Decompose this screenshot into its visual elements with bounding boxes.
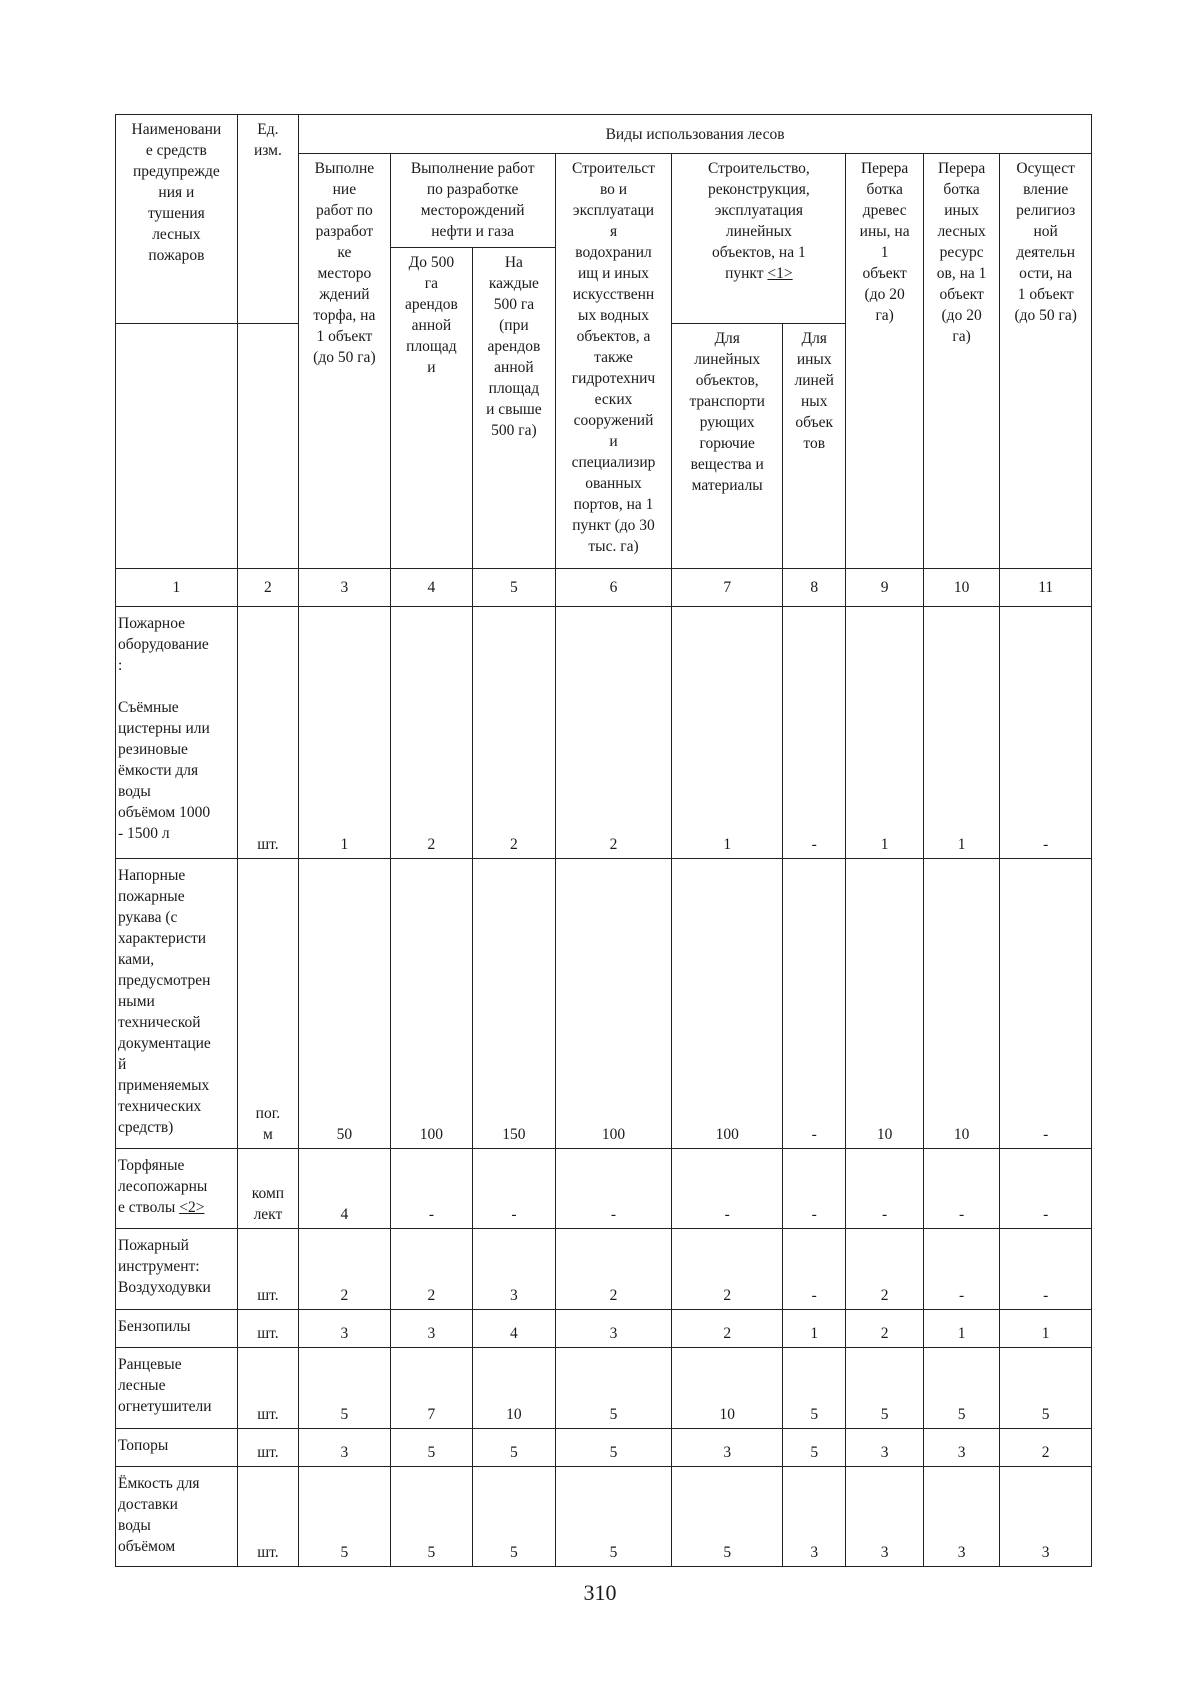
header-name-column: Наименовани е средств предупрежде ния и тушения лесных пожаров (116, 115, 238, 324)
header-linear-objects (672, 154, 846, 324)
row-value: 2 (390, 607, 473, 859)
header-unit-column: Ед. изм. (237, 115, 298, 324)
row-value: 100 (390, 859, 473, 1149)
table-row (116, 1429, 1092, 1467)
row-value: 3 (555, 1310, 672, 1348)
row-value: 5 (672, 1467, 783, 1567)
row-value: 1 (923, 1310, 999, 1348)
row-name-text: Ранцевые лесные огнетушители (118, 1356, 212, 1415)
header-linear-objects-text: Строительство, реконструкция, эксплуатация линейных объектов, на 1 пункт (707, 160, 810, 282)
row-value: 5 (390, 1467, 473, 1567)
header-oil-gas-extraction: Выполнение работ по разработке месторождений нефти и газа (390, 154, 555, 248)
row-name (116, 1467, 238, 1567)
row-value: 150 (473, 859, 556, 1149)
table-row (116, 1229, 1092, 1310)
row-value: - (783, 1149, 846, 1229)
row-value: - (846, 1149, 923, 1229)
row-value: - (783, 1229, 846, 1310)
row-unit: шт. (237, 1429, 298, 1467)
header-other-resources-processing: Перера ботка иных лесных ресурс ов, на 1 объект (до 20 га) (923, 154, 999, 569)
row-value: - (555, 1149, 672, 1229)
row-value: - (783, 859, 846, 1149)
column-number: 6 (555, 569, 672, 607)
row-value: 1 (846, 607, 923, 859)
row-value: - (1000, 1229, 1092, 1310)
row-value: 5 (299, 1348, 391, 1429)
row-value: 3 (672, 1429, 783, 1467)
equipment-norms-table (115, 114, 1092, 1567)
row-value: 3 (473, 1229, 556, 1310)
table-row (116, 607, 1092, 859)
header-wood-processing: Перера ботка древес ины, на 1 объект (до 20 га) (846, 154, 923, 569)
row-value: 1 (923, 607, 999, 859)
row-value: 3 (299, 1310, 391, 1348)
row-value: 4 (299, 1149, 391, 1229)
row-value: 1 (672, 607, 783, 859)
row-value: 2 (555, 1229, 672, 1310)
header-linear-other: Для иных линей ных объек тов (783, 324, 846, 569)
row-name (116, 1310, 238, 1348)
row-name (116, 859, 238, 1149)
table-row (116, 1149, 1092, 1229)
row-value: 5 (783, 1429, 846, 1467)
column-number: 7 (672, 569, 783, 607)
row-unit: комп лект (237, 1149, 298, 1229)
row-value: 10 (473, 1348, 556, 1429)
page-number: 310 (583, 1580, 617, 1605)
row-unit: шт. (237, 1229, 298, 1310)
column-number: 4 (390, 569, 473, 607)
header-forest-use-types: Виды использования лесов (299, 115, 1092, 154)
row-value: 3 (923, 1429, 999, 1467)
table-row (116, 859, 1092, 1149)
row-value: - (672, 1149, 783, 1229)
row-value: - (473, 1149, 556, 1229)
column-number: 11 (1000, 569, 1092, 607)
header-religious-activity: Осущест вление религиоз ной деятельн ости, на 1 объект (до 50 га) (1000, 154, 1092, 569)
row-value: 5 (555, 1467, 672, 1567)
row-value: 1 (1000, 1310, 1092, 1348)
table-body (116, 607, 1092, 1567)
row-value: 10 (923, 859, 999, 1149)
row-value: 5 (555, 1429, 672, 1467)
row-value: 2 (555, 607, 672, 859)
row-name-text: Пожарное оборудование : Съёмные цистерны или резиновые ёмкости для воды объёмом 1000 - 1500 л (118, 615, 211, 842)
row-unit: шт. (237, 1467, 298, 1567)
column-number: 5 (473, 569, 556, 607)
row-value: 100 (672, 859, 783, 1149)
row-value: 5 (299, 1467, 391, 1567)
row-value: 1 (299, 607, 391, 859)
row-value: - (1000, 1149, 1092, 1229)
row-name-text: Бензопилы (118, 1318, 191, 1335)
row-unit: шт. (237, 607, 298, 859)
row-name (116, 607, 238, 859)
row-value: 3 (299, 1429, 391, 1467)
row-name-text: Пожарный инструмент: Воздуходувки (118, 1237, 211, 1296)
footnote-link-1[interactable]: <1> (767, 265, 793, 282)
row-value: 5 (783, 1348, 846, 1429)
column-number: 9 (846, 569, 923, 607)
table-row (116, 1467, 1092, 1567)
row-value: 5 (390, 1429, 473, 1467)
row-value: - (390, 1149, 473, 1229)
row-value: - (1000, 607, 1092, 859)
row-name-text: Ёмкость для доставки воды объёмом (118, 1475, 200, 1555)
row-value: 3 (783, 1467, 846, 1567)
row-value: 100 (555, 859, 672, 1149)
row-value: 2 (299, 1229, 391, 1310)
column-number: 3 (299, 569, 391, 607)
row-value: 2 (846, 1310, 923, 1348)
row-value: 1 (783, 1310, 846, 1348)
row-value: 10 (846, 859, 923, 1149)
row-value: 3 (1000, 1467, 1092, 1567)
row-value: - (783, 607, 846, 859)
row-value: 5 (1000, 1348, 1092, 1429)
row-value: 7 (390, 1348, 473, 1429)
row-value: 10 (672, 1348, 783, 1429)
column-number: 10 (923, 569, 999, 607)
column-numbers-row (116, 569, 1092, 607)
row-value: 5 (473, 1429, 556, 1467)
row-value: - (1000, 859, 1092, 1149)
row-unit: шт. (237, 1310, 298, 1348)
row-value: 3 (846, 1429, 923, 1467)
row-value: 2 (672, 1229, 783, 1310)
table-row (116, 1348, 1092, 1429)
table-row (116, 1310, 1092, 1348)
row-value: - (923, 1229, 999, 1310)
row-name (116, 1149, 238, 1229)
row-value: - (923, 1149, 999, 1229)
row-value: 2 (390, 1229, 473, 1310)
header-peat-extraction: Выполне ние работ по разработ ке месторо ждений торфа, на 1 объект (до 50 га) (299, 154, 391, 569)
header-up-to-500-ha: До 500 га арендов анной площад и (390, 248, 473, 569)
row-name-text: Напорные пожарные рукава (с характеристи ками, предусмотрен ными технической документацие й применяемых технических средств) (118, 867, 211, 1136)
column-number: 2 (237, 569, 298, 607)
row-name-text: Торфяные лесопожарны е стволы (118, 1157, 208, 1216)
row-value: 2 (473, 607, 556, 859)
row-value: 3 (846, 1467, 923, 1567)
row-name-text: Топоры (118, 1437, 169, 1454)
row-unit: пог. м (237, 859, 298, 1149)
row-value: 5 (473, 1467, 556, 1567)
row-name (116, 1348, 238, 1429)
row-value: 2 (672, 1310, 783, 1348)
row-value: 50 (299, 859, 391, 1149)
footnote-link-2[interactable]: <2> (179, 1199, 205, 1216)
column-number: 1 (116, 569, 238, 607)
header-each-500-ha: На каждые 500 га (при арендов анной площад и свыше 500 га) (473, 248, 556, 569)
row-value: 2 (846, 1229, 923, 1310)
row-value: 3 (390, 1310, 473, 1348)
header-reservoirs-construction: Строительст во и эксплуатаци я водохранил ищ и иных искусственн ых водных объектов, а также гидротехнич еских сооружений и специализир ованных портов, на 1 пункт (до 30 тыс. га) (555, 154, 672, 569)
row-value: 5 (923, 1348, 999, 1429)
row-value: 2 (1000, 1429, 1092, 1467)
row-value: 5 (555, 1348, 672, 1429)
row-value: 3 (923, 1467, 999, 1567)
row-name (116, 1429, 238, 1467)
header-linear-flammable: Для линейных объектов, транспорти рующих горючие вещества и материалы (672, 324, 783, 569)
row-name (116, 1229, 238, 1310)
row-unit: шт. (237, 1348, 298, 1429)
row-value: 4 (473, 1310, 556, 1348)
row-value: 5 (846, 1348, 923, 1429)
column-number: 8 (783, 569, 846, 607)
